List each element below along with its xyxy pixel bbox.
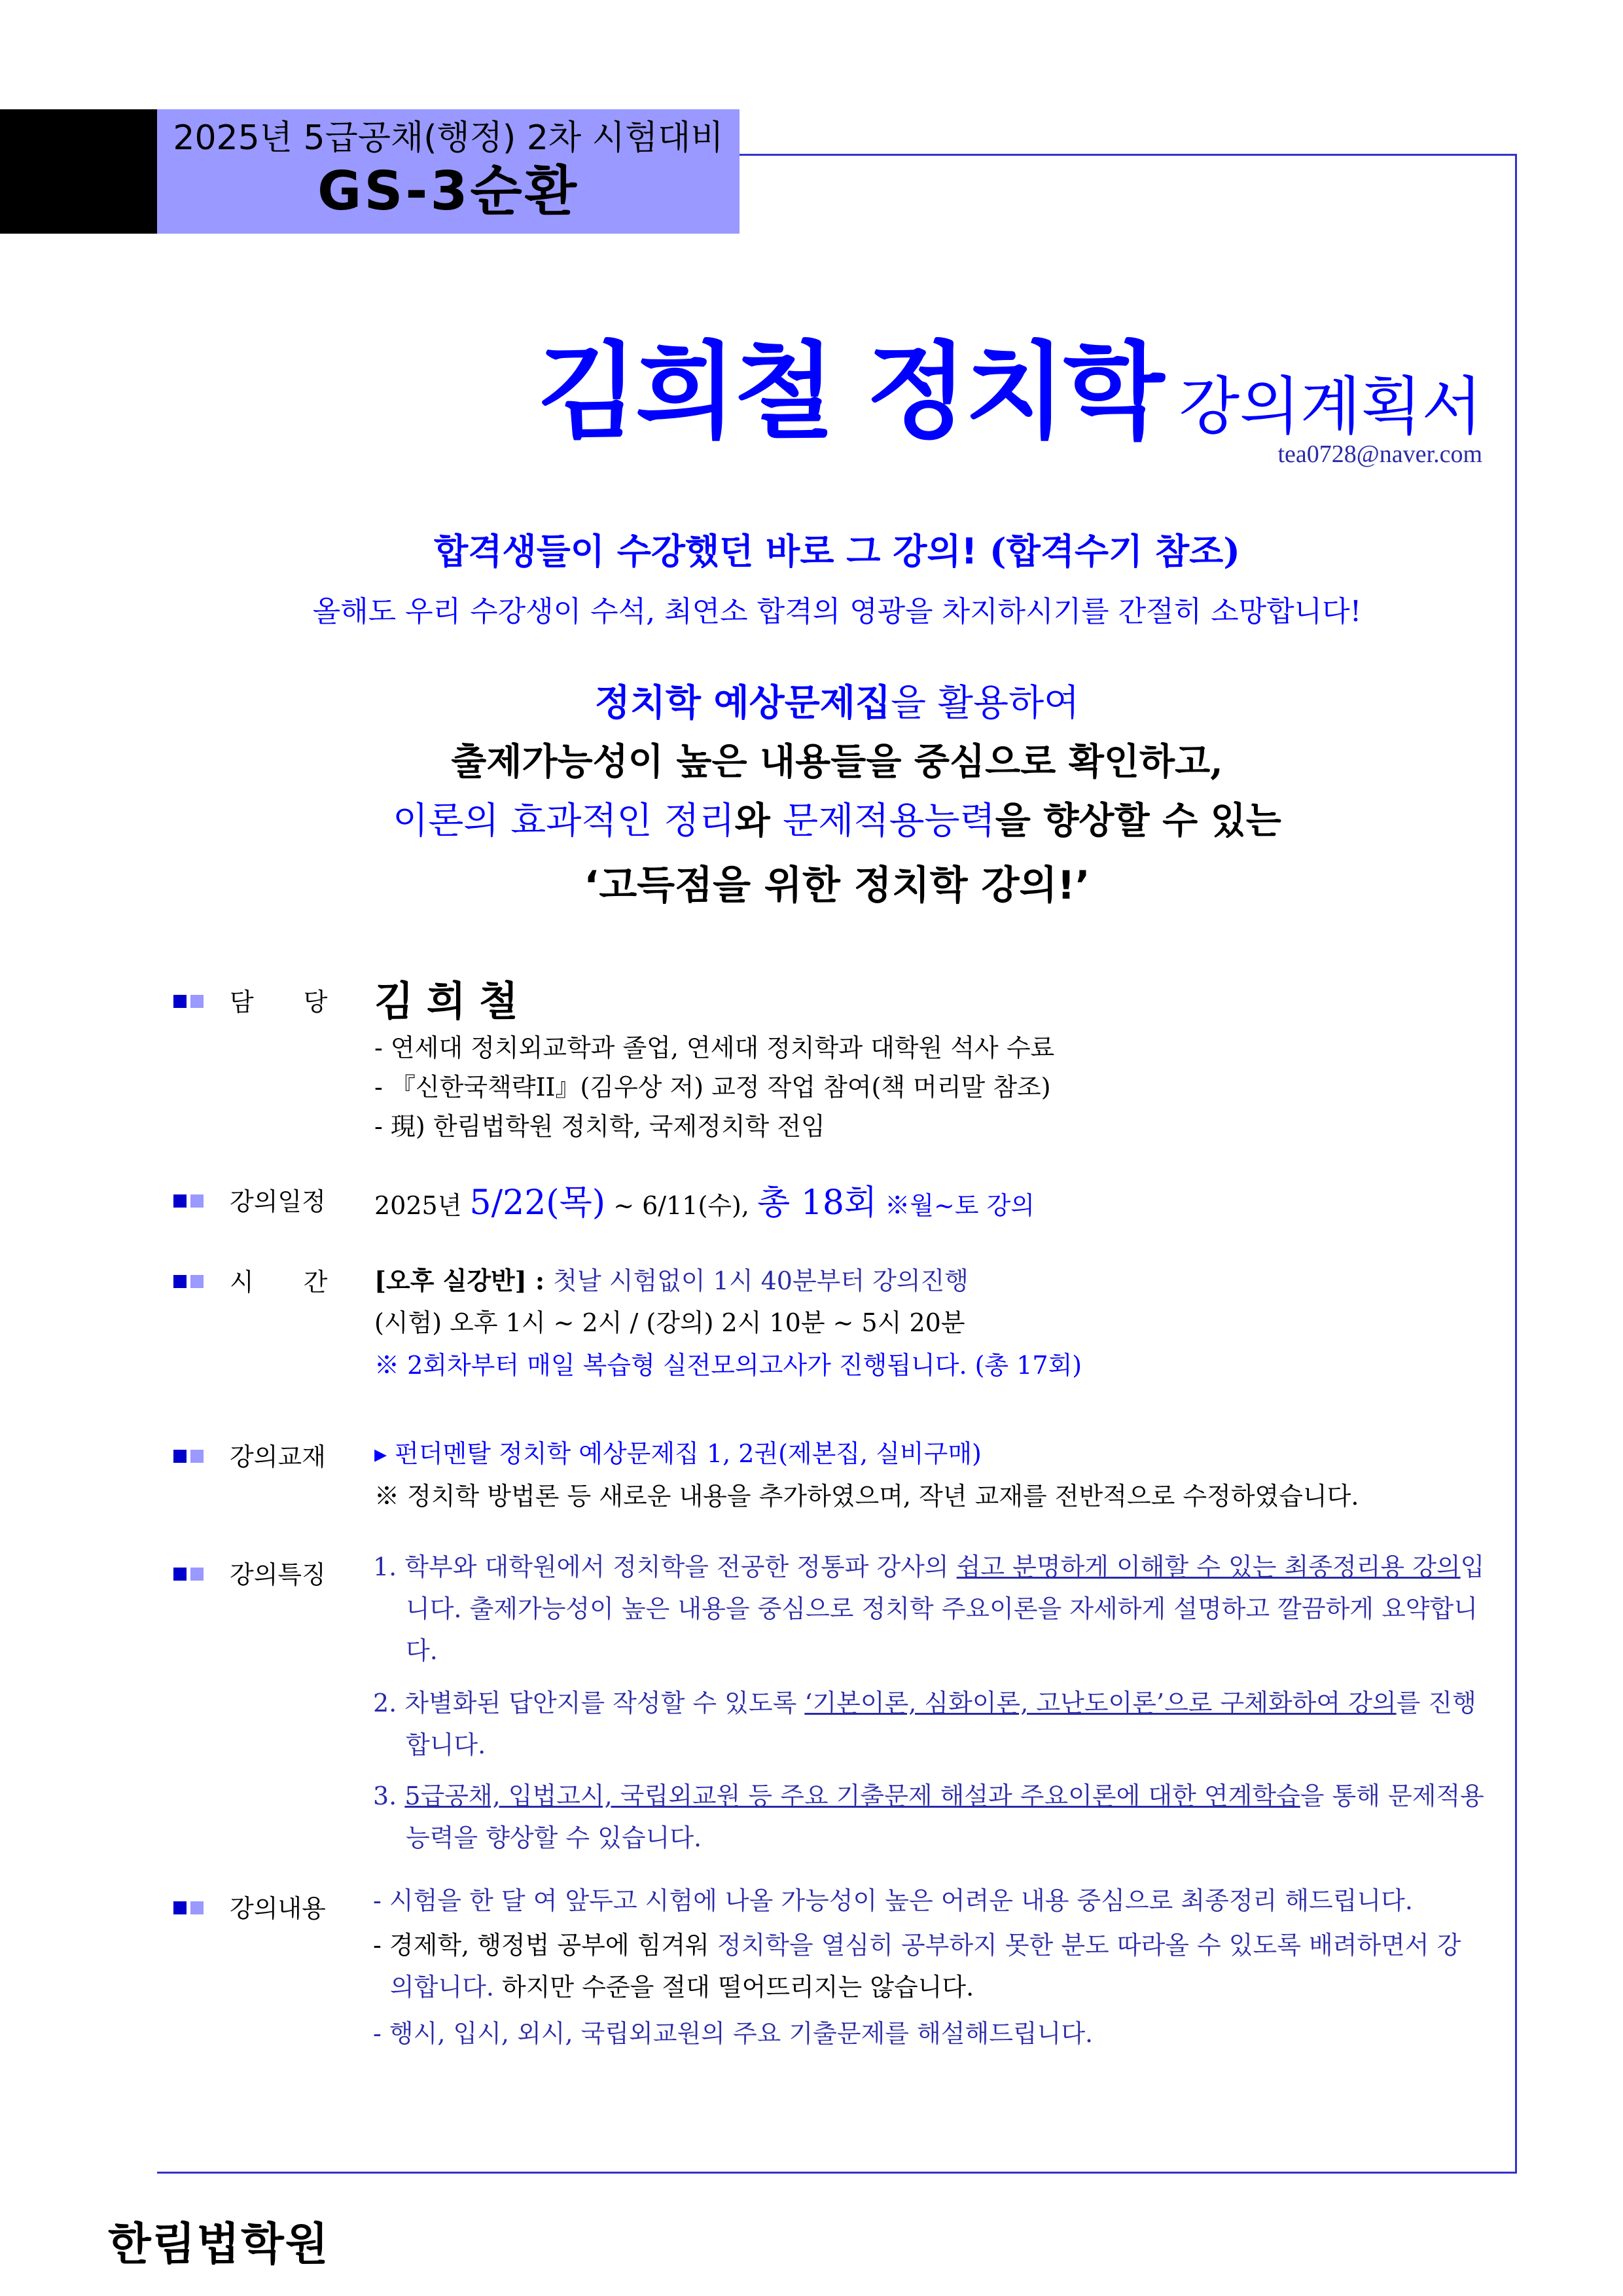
header-black-tab — [0, 109, 157, 234]
feature-item-2-highlight: ‘기본이론, 심화이론, 고난도이론’으로 구체화하여 강의 — [804, 1689, 1397, 1717]
intro-line-3 — [157, 792, 1517, 844]
bullet-square-icon — [173, 995, 187, 1008]
section-label-contents: 강의내용 — [173, 1888, 326, 1924]
intro-line-1-bold: 정치학 예상문제집 — [594, 682, 891, 725]
contents-line-3: - 행시, 입시, 외시, 국립외교원의 주요 기출문제를 해설해드립니다. — [373, 2019, 1094, 2048]
page-title — [537, 308, 1482, 458]
bullet-square-icon — [190, 1194, 204, 1208]
textbook-note: ※ 정치학 방법론 등 새로운 내용을 추가하였으며, 작년 교재를 전반적으로 수정하였습니다. — [374, 1482, 1359, 1511]
contents-line-2: - 경제학, 행정법 공부에 힘겨워 정치학을 열심히 공부하지 못한 분도 따라올 수 있도록 배려하면서 강의합니다. 하지만 수준을 절대 떨어뜨리지는 않습니다. — [373, 1931, 1461, 2001]
bullet-square-icon — [173, 1568, 187, 1581]
schedule-line — [374, 1175, 1035, 1224]
bullet-square-icon — [173, 1450, 187, 1463]
instructor-bio-2: - 『신한국책략II』(김우상 저) 교정 작업 참여(책 머리말 참조) — [374, 1073, 1051, 1102]
bullet-square-icon — [173, 1275, 187, 1288]
feature-item-1-highlight: 쉽고 분명하게 이해할 수 있는 최종정리용 강의 — [956, 1552, 1461, 1581]
bullet-square-icon — [190, 1901, 204, 1914]
frame-bottom-border — [157, 2172, 1517, 2174]
textbook-title: ▸ 펀더멘탈 정치학 예상문제집 1, 2권(제본집, 실비구매) — [374, 1439, 982, 1468]
frame-right-border — [1515, 154, 1517, 2173]
section-label-instructor: 담 당 — [173, 982, 327, 1018]
intro-headline — [157, 524, 1517, 574]
section-label-schedule: 강의일정 — [173, 1181, 326, 1217]
intro-line-4: ‘고득점을 위한 정치학 강의!’ — [584, 863, 1090, 908]
time-detail: (시험) 오후 1시 ~ 2시 / (강의) 2시 10분 ~ 5시 20분 — [374, 1308, 965, 1337]
bullet-square-icon — [190, 995, 204, 1008]
header-course-round: GS-3순환 — [317, 160, 579, 223]
intro-line-3-a: 이론의 효과적인 정리 — [393, 800, 735, 842]
header-exam-title: 2025년 5급공채(행정) 2차 시험대비 — [173, 118, 724, 158]
bullet-square-icon — [173, 1194, 187, 1208]
schedule-note: ※월~토 강의 — [885, 1191, 1035, 1220]
instructor-name: 김희철 — [374, 977, 531, 1025]
feature-item-1: 1. 학부와 대학원에서 정치학을 전공한 정통파 강사의 쉽고 분명하게 이해할 수 있는 최종정리용 강의입니다. 출제가능성이 높은 내용을 중심으로 정치학 주요이론을 자세하게 설명하고 깔끔하게 요약합니다. — [373, 1552, 1485, 1665]
time-colon: : — [526, 1266, 554, 1295]
intro-line-3-c: 문제적용능력 — [783, 800, 995, 842]
feature-item-3: 3. 5급공채, 입법고시, 국립외교원 등 주요 기출문제 해설과 주요이론에 대한 연계학습을 통해 문제적용능력을 향상할 수 있습니다. — [373, 1782, 1484, 1852]
section-label-time: 시 간 — [173, 1262, 327, 1298]
instructor-bio-1: - 연세대 정치외교학과 졸업, 연세대 정치학과 대학원 석사 수료 — [374, 1033, 1055, 1062]
section-label-textbook: 강의교재 — [173, 1437, 326, 1473]
feature-item-3-highlight: 5급공채, 입법고시, 국립외교원 등 주요 기출문제 해설과 주요이론에 대한 연계학습 — [404, 1782, 1300, 1810]
academy-logo: 한림법학원 — [108, 2219, 330, 2270]
intro-line-3-b: 와 — [734, 799, 783, 842]
contact-email: tea0728@naver.com — [1277, 440, 1482, 468]
intro-line-3-d: 을 향상할 수 있는 — [995, 799, 1281, 842]
intro-line-2: 출제가능성이 높은 내용들을 중심으로 확인하고, — [451, 740, 1223, 783]
intro-line-1-rest: 을 활용하여 — [890, 682, 1080, 725]
feature-item-2: 2. 차별화된 답안지를 작성할 수 있도록 ‘기본이론, 심화이론, 고난도이론’으로 구체화하여 강의를 진행합니다. — [373, 1689, 1476, 1759]
bullet-square-icon — [190, 1450, 204, 1463]
time-note: ※ 2회차부터 매일 복습형 실전모의고사가 진행됩니다. (총 17회) — [374, 1351, 1082, 1380]
schedule-start: 5/22(목) — [469, 1183, 606, 1223]
instructor-bio-3: - 現) 한림법학원 정치학, 국제정치학 전임 — [374, 1112, 825, 1141]
time-class-line — [374, 1261, 969, 1297]
time-class-name: [오후 실강반] — [374, 1266, 527, 1295]
page-title-sub: 강의계획서 — [1179, 370, 1482, 443]
frame-top-border — [740, 154, 1517, 156]
time-first-day: 첫날 시험없이 1시 40분부터 강의진행 — [553, 1266, 969, 1295]
bullet-square-icon — [190, 1568, 204, 1581]
intro-headline-text: 합격생들이 수강했던 바로 그 강의! — [434, 531, 978, 572]
intro-line-1 — [157, 674, 1517, 726]
bullet-square-icon — [173, 1901, 187, 1914]
schedule-sep: ~ — [613, 1191, 635, 1220]
schedule-total: 총 18회 — [757, 1183, 878, 1223]
page-title-main: 김희철 정치학 — [537, 331, 1162, 453]
header-box — [157, 109, 740, 234]
contents-line-1: - 시험을 한 달 여 앞두고 시험에 나올 가능성이 높은 어려운 내용 중심으로 최종정리 해드립니다. — [373, 1886, 1413, 1915]
intro-headline-note: (합격수기 참조) — [990, 530, 1240, 572]
section-label-features: 강의특징 — [173, 1554, 326, 1590]
schedule-year: 2025년 — [374, 1191, 462, 1220]
schedule-end: 6/11(수), — [642, 1191, 749, 1220]
bullet-square-icon — [190, 1275, 204, 1288]
intro-wish: 올해도 우리 수강생이 수석, 최연소 합격의 영광을 차지하시기를 간절히 소망합니다! — [312, 595, 1362, 628]
